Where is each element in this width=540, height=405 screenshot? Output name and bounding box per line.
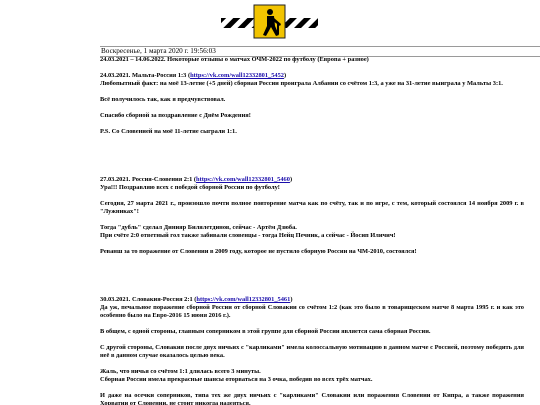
post-paragraph: P.S. Со Словенией на моё 11-летие сыграли 1:1. [100,128,237,135]
post-paragraph: Ура!!! Поздравляю всех с победой сборной России по футболу! [100,184,280,191]
post-2021-03-27 [100,176,524,256]
article-body [100,56,524,405]
post-paragraph: Спасибо сборной за поздравление с Днём Рождения! [100,112,251,119]
post-paragraph: Сегодня, 27 марта 2021 г., произошло почти полное повторение матча как по счёту, так и по игре, с тем, который состоялся 14 ноября 2009 г. в "Лужниках"! [100,200,524,215]
post-paragraph: Жаль, что ничья со счётом 1:1 длилась всего 3 минуты. [100,368,261,375]
post-paragraph: В общем, с одной стороны, главным соперником в этой группе для сборной России является сама сборная России. [100,328,431,335]
post-title: 24.03.2021. Мальта-Россия 1:3 (https://vk.com/wall12332801_5452) [100,72,287,79]
post-paragraph: При счёте 2:0 ответный гол также забивали словенцы - тогда Нейц Печник, а сейчас - Йосип Иличич! [100,232,396,239]
under-construction-banner [221,2,318,41]
post-2021-03-24 [100,72,524,136]
post-paragraph: С другой стороны, Словакия после двух ничьих с "карликами" имела колоссальную мотивацию в данном матче с Россией, поэтому победить для неё в данном случае оказалось целью века. [100,344,524,359]
post-title: 27.03.2021. Россия-Словения 2:1 (https://vk.com/wall12332801_5460) [100,176,293,183]
post-paragraph: И даже на осечки соперников, типа тех же двух ничьих с "карликами" Словакии или поражения Словении от Кипра, а также поражения Хорватии от Словении, не стоит никогда надеяться. [100,392,524,405]
post-paragraph: Всё получилось так, как я предчувствовал. [100,96,226,103]
post-paragraph: Тогда "дубль" сделал Динияр Билялетдинов, сейчас - Артём Дзюба. [100,224,297,231]
page-header: 24.03.2021 – 14.06.2022. Некоторые отзывы о матчах ОЧМ-2022 по футболу (Европа + разное) [100,56,369,63]
post-paragraph: Реванш за то поражение от Словении в 2009 году, которое не пустило сборную России на ЧМ-2010, состоялся! [100,248,417,255]
road-work-sign-icon [254,5,285,38]
post-link[interactable]: https://vk.com/wall12332801_5461 [196,296,291,303]
post-paragraph: Сборная России имела прекрасные шансы оторваться на 3 очка, победив во всех трёх матчах. [100,376,373,383]
post-title: 30.03.2021. Словакия-Россия 2:1 (https://vk.com/wall12332801_5461) [100,296,293,303]
date-time-text: Воскресенье, 1 марта 2020 г. 19:56:03 [101,47,216,55]
post-paragraph: Да уж, печальное поражение сборной России от сборной Словакии со счётом 1:2 (как это было в товарищеском матче 8 марта 1995 г. и как это особенно было на Евро-2016 15 июня 2016 г.). [100,304,524,319]
post-link[interactable]: https://vk.com/wall12332801_5452 [190,72,285,79]
post-2021-03-30 [100,296,524,405]
post-link[interactable]: https://vk.com/wall12332801_5460 [196,176,290,183]
post-paragraph: Любопытный факт: на моё 13-летие (+5 дней) сборная России проиграла Албании со счётом 1:3, а уже на 31-летие выиграла у Мальты 3:1. [100,80,503,87]
